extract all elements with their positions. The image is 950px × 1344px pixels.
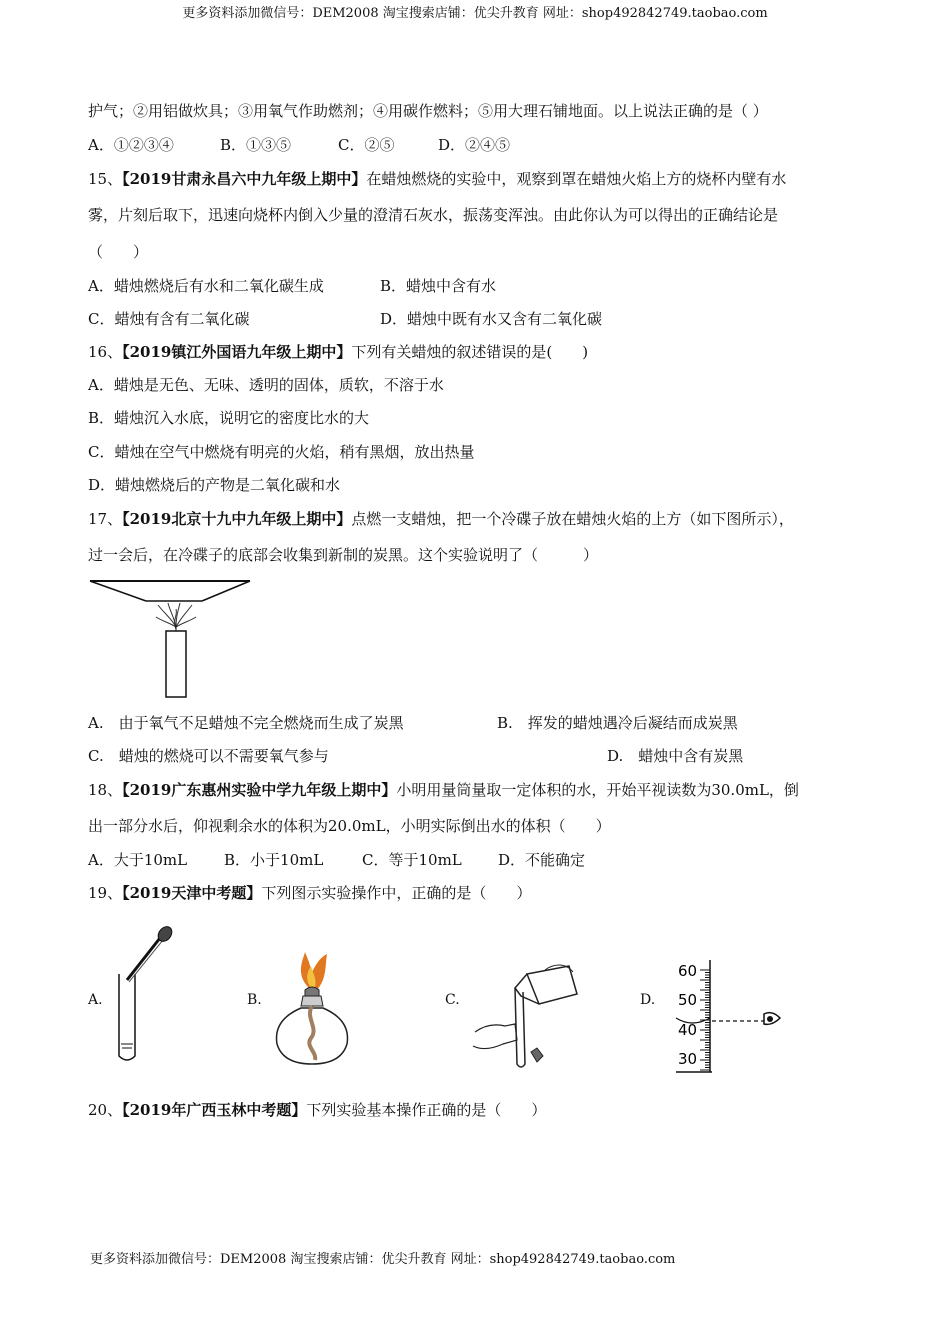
dropper (127, 924, 175, 982)
q19-number: 19、 (88, 884, 123, 902)
hand (473, 1024, 517, 1049)
q19-label-d: D. (640, 992, 656, 1008)
q18-source: 【2019广东惠州实验中学九年级上期中】 (122, 781, 397, 799)
q14-option-a: A．①②③④ (88, 136, 174, 154)
q18-option-a: A．大于10mL (88, 851, 188, 869)
q18-option-b: B．小于10mL (224, 851, 324, 869)
tick-label-50: 50 (678, 991, 698, 1009)
q14-option-d: D．②④⑤ (438, 136, 511, 154)
q17-option-a: A. 由于氧气不足蜡烛不完全燃烧而生成了炭黑 (88, 714, 404, 732)
q19-label-a: A. (88, 992, 103, 1008)
q19-label-c: C. (445, 992, 460, 1008)
alcohol-lamp-figure (265, 948, 360, 1073)
test-tube (119, 974, 135, 1060)
q19-text: 下列图示实验操作中，正确的是（ ） (261, 884, 532, 902)
tick-label-60: 60 (678, 962, 698, 980)
q16-number: 16、 (88, 343, 123, 361)
cylinder-tick-labels (678, 962, 697, 1068)
q15-text: 在蜡烛燃烧的实验中，观察到罩在蜡烛火焰上方的烧杯内壁有水 (366, 170, 787, 188)
q15-option-a: A．蜡烛燃烧后有水和二氧化碳生成 (88, 277, 324, 295)
q17-line2: 过一会后，在冷碟子的底部会收集到新制的炭黑。这个实验说明了（ ） (88, 546, 599, 564)
q15-number: 15、 (88, 170, 123, 188)
q16-option-b: B．蜡烛沉入水底，说明它的密度比水的大 (88, 409, 370, 427)
q20-stem (88, 1100, 546, 1120)
dropper-test-tube-figure (105, 924, 185, 1069)
q15-option-d: D．蜡烛中既有水又含有二氧化碳 (380, 310, 603, 328)
q20-text: 下列实验基本操作正确的是（ ） (306, 1101, 547, 1119)
reagent-bottle (515, 965, 577, 1004)
test-tube (515, 988, 525, 1067)
q18-number: 18、 (88, 781, 123, 799)
lamp-cap (305, 987, 319, 996)
q17-option-c: C. 蜡烛的燃烧可以不需要氧气参与 (88, 747, 329, 765)
q14-continuation: 护气；②用铝做炊具；③用氧气作助燃剂；④用碳作燃料；⑤用大理石铺地面。以上说法正确的是（ ） (88, 102, 768, 120)
q17-text: 点燃一支蜡烛，把一个冷碟子放在蜡烛火焰的上方（如下图所示）， (351, 510, 794, 528)
q19-source: 【2019天津中考题】 (122, 884, 262, 902)
page-header: 更多资料添加微信号：DEM2008 淘宝搜索店铺：优尖升教育 网址：shop492842749.taobao.com (182, 6, 768, 21)
q14-option-c: C．②⑤ (338, 136, 395, 154)
graduated-cylinder-figure (672, 958, 787, 1076)
q15-stem (88, 169, 786, 189)
pouring-liquid-figure (465, 960, 585, 1075)
candle (166, 631, 186, 697)
bottle-stopper (531, 1048, 543, 1062)
q15-line2: 雾，片刻后取下，迅速向烧杯内倒入少量的澄清石灰水，振荡变浑浊。由此你认为可以得出的正确结论是 (88, 206, 779, 224)
q14-option-b: B．①③⑤ (220, 136, 292, 154)
q16-stem (88, 342, 588, 362)
cold-plate (90, 581, 250, 601)
tick-label-40: 40 (678, 1021, 698, 1039)
q17-source: 【2019北京十九中九年级上期中】 (122, 510, 352, 528)
q17-option-d: D. 蜡烛中含有炭黑 (607, 747, 744, 765)
q15-line3: （ ） (88, 243, 149, 261)
q16-option-a: A．蜡烛是无色、无味、透明的固体，质软，不溶于水 (88, 376, 444, 394)
q15-option-c: C．蜡烛有含有二氧化碳 (88, 310, 250, 328)
q19-stem (88, 883, 531, 903)
q18-line2: 出一部分水后，仰视剩余水的体积为20.0mL，小明实际倒出水的体积（ ） (88, 817, 611, 835)
q16-option-c: C．蜡烛在空气中燃烧有明亮的火焰，稍有黑烟，放出热量 (88, 443, 475, 461)
q15-source: 【2019甘肃永昌六中九年级上期中】 (122, 170, 367, 188)
q18-option-c: C．等于10mL (362, 851, 462, 869)
q16-text: 下列有关蜡烛的叙述错误的是( ) (351, 343, 589, 361)
q16-source: 【2019镇江外国语九年级上期中】 (122, 343, 352, 361)
q17-option-b: B. 挥发的蜡烛遇冷后凝结而成炭黑 (497, 714, 738, 732)
q17-number: 17、 (88, 510, 123, 528)
candle-plate-figure (88, 575, 258, 700)
page-footer: 更多资料添加微信号：DEM2008 淘宝搜索店铺：优尖升教育 网址：shop492842749.taobao.com (90, 1252, 676, 1267)
q18-stem (88, 780, 799, 800)
tick-label-30: 30 (678, 1050, 698, 1068)
q15-option-b: B．蜡烛中含有水 (380, 277, 497, 295)
flame (301, 952, 327, 990)
q18-text: 小明用量筒量取一定体积的水，开始平视读数为30.0mL，倒 (396, 781, 799, 799)
q17-stem (88, 509, 794, 529)
q20-number: 20、 (88, 1101, 123, 1119)
q20-source: 【2019年广西玉林中考题】 (122, 1101, 307, 1119)
q18-option-d: D．不能确定 (498, 851, 586, 869)
q16-option-d: D．蜡烛燃烧后的产物是二氧化碳和水 (88, 476, 341, 494)
q19-label-b: B. (247, 992, 262, 1008)
